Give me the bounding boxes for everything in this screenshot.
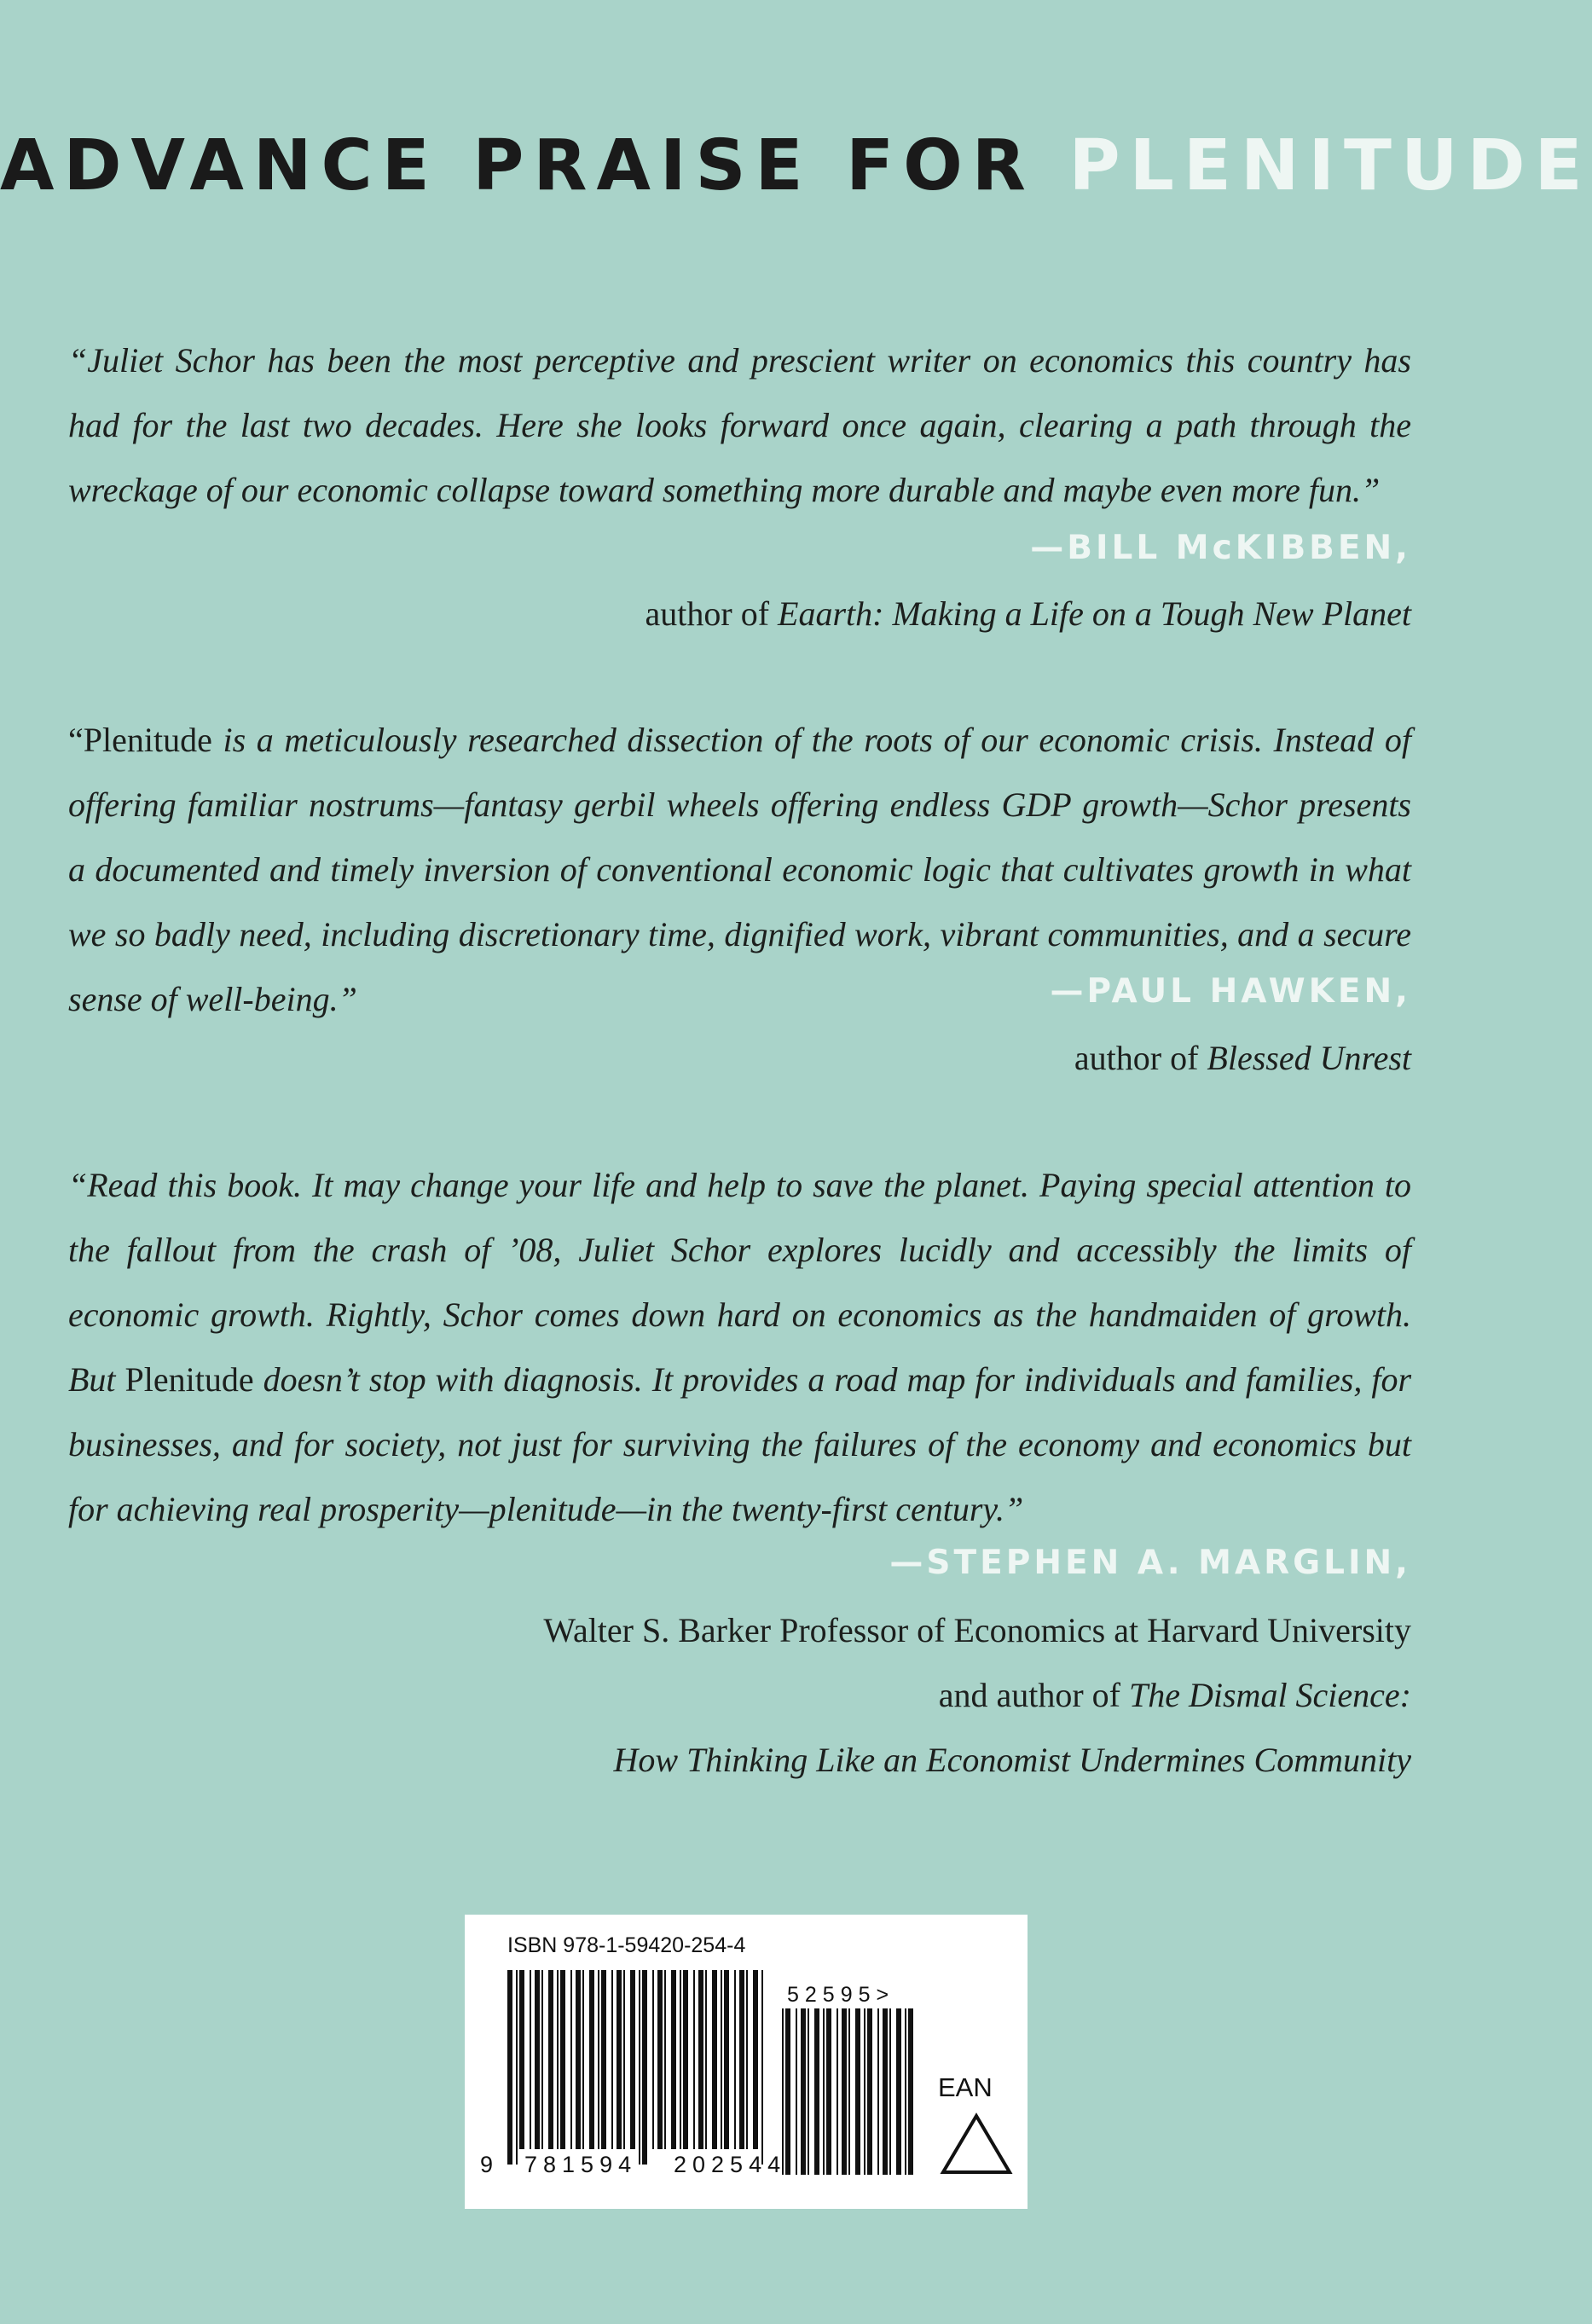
barcode-bar: [855, 2008, 860, 2175]
barcode-bar: [877, 2008, 879, 2175]
barcode-bar: [671, 1970, 676, 2149]
affiliation-marglin: [132, 1598, 1411, 1793]
affiliation-mckibben: [132, 582, 1411, 646]
praise-quote-mckibben: [68, 328, 1411, 523]
barcode-bar: [842, 2008, 847, 2175]
barcode-bar: [867, 2008, 872, 2175]
barcode-bar: [905, 2008, 906, 2175]
signature-marglin: —STEPHEN A. MARGLIN,: [889, 1544, 1411, 1582]
barcode-bar: [746, 1970, 748, 2149]
quote-text-continued: doesn’t stop with diagnosis. It provides a road map for individuals and families, for businesses, and for society, not just for surviving the failures of the economy and economics but for achieving real prosperity—plenitude—in the twenty-first century.”: [68, 1360, 1412, 1528]
barcode-bar: [826, 2008, 831, 2175]
ean-label: EAN: [938, 2072, 993, 2102]
signature-mckibben: —BILL McKIBBEN,: [1030, 529, 1411, 567]
affiliation-title: The Dismal Science:: [1128, 1676, 1411, 1714]
barcode-bar: [541, 1970, 543, 2149]
barcode-bar: [796, 2008, 797, 2175]
barcode-bar: [753, 1970, 758, 2149]
affiliation-prefix: author of: [1074, 1039, 1207, 1077]
barcode-bar: [530, 1970, 531, 2149]
barcode-bar: [782, 2008, 784, 2175]
barcode-bar: [557, 1970, 559, 2149]
affiliation-title: Eaarth: Making a Life on a Tough New Planet: [778, 594, 1411, 633]
affiliation-prefix: and author of: [938, 1676, 1129, 1714]
barcode-bar: [724, 1970, 729, 2149]
heading-book-title: PLENITUDE: [1068, 125, 1592, 206]
barcode-bar: [823, 2008, 825, 2175]
barcode-bar: [639, 1970, 640, 2165]
signature-hawken: —PAUL HAWKEN,: [1050, 972, 1411, 1011]
affiliation-prefix: author of: [645, 594, 779, 633]
affiliation-line2: [132, 1663, 1411, 1728]
barcode-bar: [570, 1970, 572, 2149]
barcode-bar: [801, 2008, 806, 2175]
barcode-bar: [848, 2008, 850, 2175]
barcode-bar: [664, 1970, 666, 2149]
affiliation-hawken: [132, 1026, 1411, 1091]
barcode-bar: [548, 1970, 553, 2149]
heading: [0, 119, 1592, 213]
ean-triangle-icon: [938, 2111, 1015, 2179]
barcode-panel: [465, 1915, 1028, 2209]
barcode-bar: [680, 1970, 681, 2149]
price-arrow: >: [876, 1983, 895, 2007]
barcode-bar: [712, 1970, 717, 2149]
barcode-digit-group2: 202544: [674, 2152, 787, 2177]
barcode-bar: [889, 2008, 891, 2175]
barcode-bar: [814, 2008, 819, 2175]
affiliation-title: Blessed Unrest: [1207, 1039, 1411, 1077]
barcode-bar: [601, 1970, 606, 2149]
barcode-bar: [560, 1970, 565, 2149]
affiliation-line1: Walter S. Barker Professor of Economics at Harvard University: [543, 1611, 1411, 1649]
barcode-bar: [507, 1970, 512, 2165]
barcode-bar: [630, 1970, 635, 2149]
barcode-bar: [734, 1970, 736, 2149]
barcode-bar: [657, 1970, 663, 2149]
barcode-bar: [808, 2008, 809, 2175]
barcode-bar: [864, 2008, 865, 2175]
barcode-bar: [705, 1970, 707, 2149]
barcode-bar: [739, 1970, 744, 2149]
barcode-bar: [721, 1970, 722, 2149]
barcode-bar: [535, 1970, 540, 2149]
quote-text: is a meticulously researched dissection of the roots of our economic crisis. Instead of offering familiar nostrums—fantasy gerbil wheels offering endless GDP growth—Schor presents a documented and timely inversion of conventional economic logic that cultivates growth in what we so badly need, including discretionary time, dignified work, vibrant communities, and a secure sense of well-being.”: [68, 721, 1411, 1018]
barcode-digit-group1: 781594: [524, 2152, 638, 2177]
isbn-number: ISBN 978-1-59420-254-4: [507, 1933, 746, 1957]
barcode-bar: [582, 1970, 584, 2149]
barcode-bar: [883, 2008, 888, 2175]
barcode-bar: [617, 1970, 622, 2149]
quote-book-title: Plenitude: [124, 1360, 254, 1399]
barcode-bar: [642, 1970, 647, 2165]
quote-book-title: “Plenitude: [68, 721, 212, 759]
barcode-bar: [896, 2008, 901, 2175]
barcode-bar: [761, 1970, 763, 2165]
barcode-bar: [652, 1970, 654, 2149]
praise-quote-marglin: [68, 1153, 1411, 1542]
barcode-bar: [516, 1970, 518, 2165]
barcode-bar: [623, 1970, 625, 2149]
barcode-bar: [589, 1970, 594, 2149]
barcode-bar: [693, 1970, 695, 2149]
heading-prefix: ADVANCE PRAISE FOR: [0, 125, 1035, 206]
barcode-digit-lead: 9: [480, 2152, 500, 2177]
price-code-digits: 52595: [787, 1983, 877, 2007]
barcode-bar: [908, 2008, 913, 2175]
quote-text: “Read this book. It may change your life and help to save the planet. Paying special attention to the fallout from the crash of ’08, Juliet Schor explores lucidly and accessibly the limits of economic growth. Rightly, Schor comes down hard on economics as the handmaiden of growth. But: [68, 1166, 1411, 1399]
barcode-bar: [785, 2008, 790, 2175]
barcode-bar: [598, 1970, 599, 2149]
barcode-bar: [698, 1970, 703, 2149]
barcode-bar: [837, 2008, 838, 2175]
barcode-bar: [683, 1970, 688, 2149]
quote-text: “Juliet Schor has been the most perceptive and prescient writer on economics this country has had for the last two decades. Here she looks forward once again, clearing a path through the wreckage of our economic collapse toward something more durable and maybe even more fun.”: [68, 341, 1411, 509]
affiliation-line3: How Thinking Like an Economist Undermines Community: [613, 1741, 1411, 1779]
barcode-bar: [519, 1970, 524, 2149]
barcode-bar: [576, 1970, 581, 2149]
barcode-bar: [611, 1970, 613, 2149]
